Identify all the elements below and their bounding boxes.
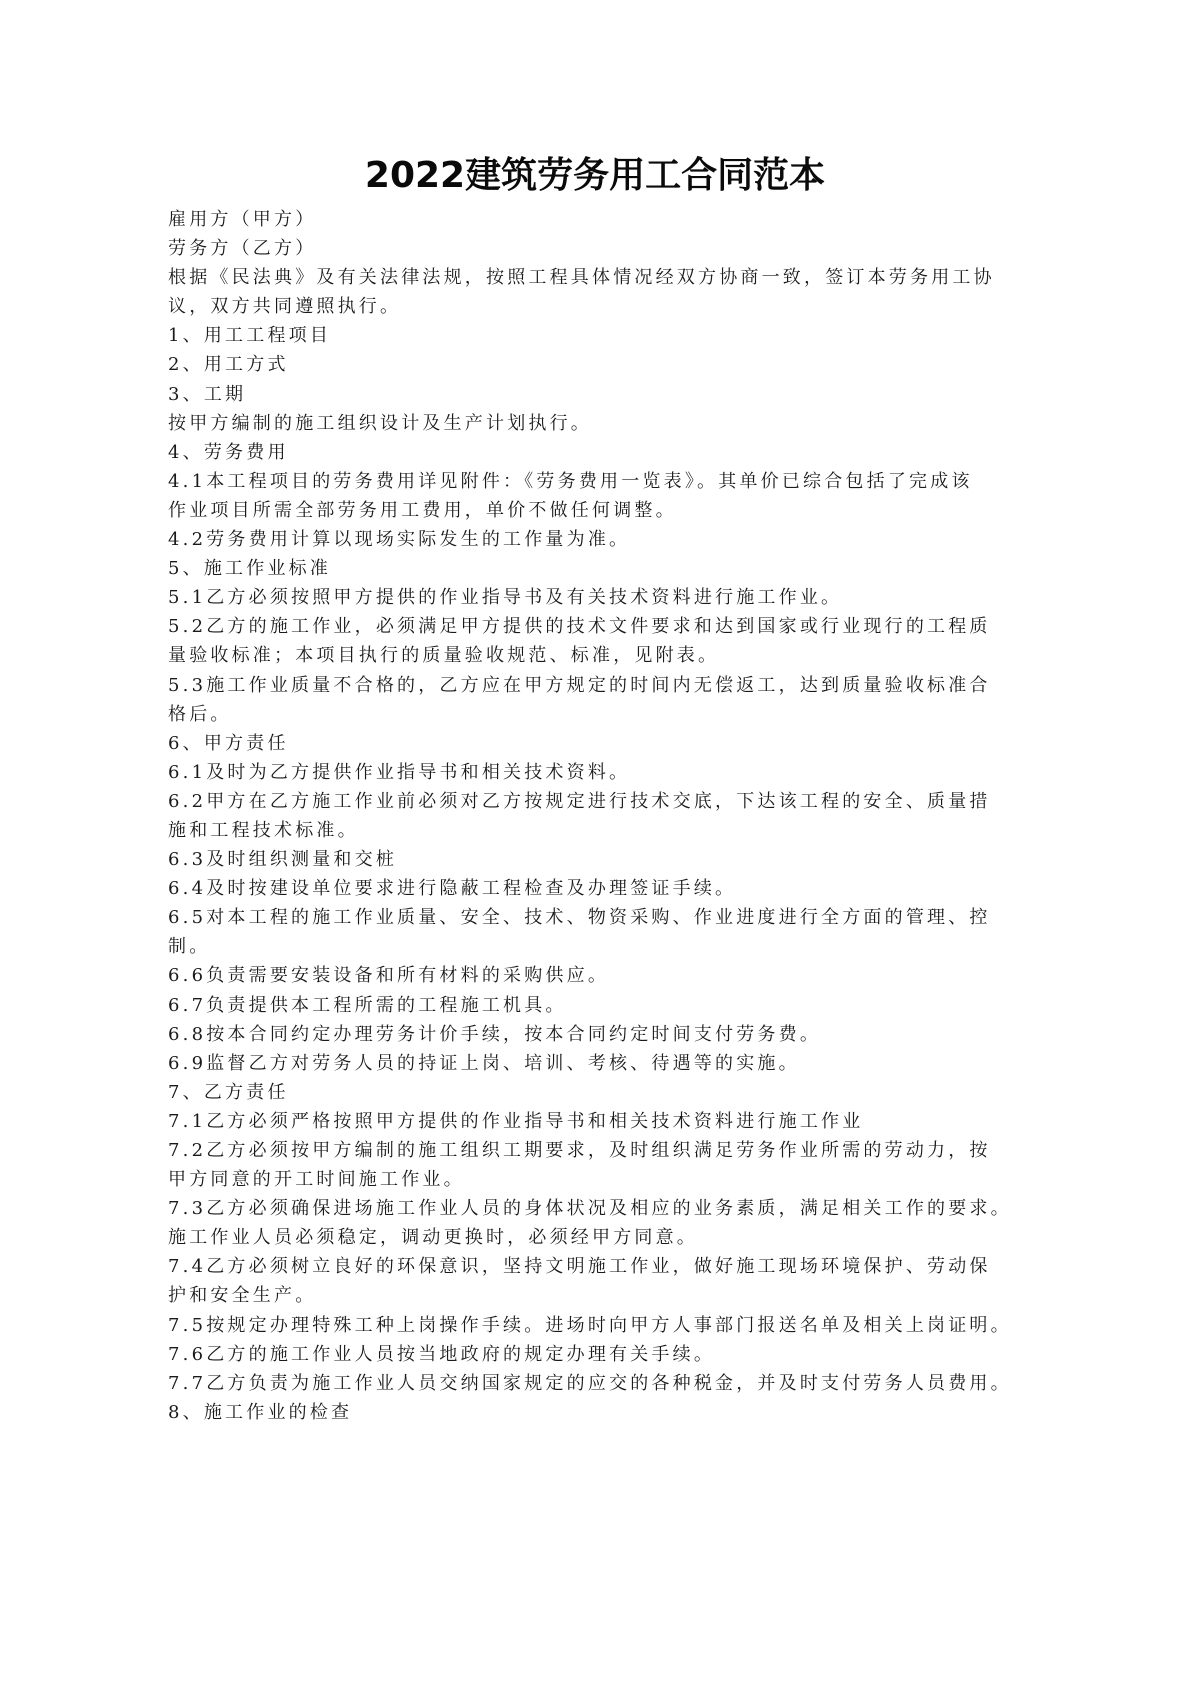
document-title: 2022建筑劳务用工合同范本 — [364, 155, 826, 196]
clause-line: 4.1本工程项目的劳务费用详见附件：《劳务费用一览表》。其单价已综合包括了完成该 — [168, 470, 973, 492]
clause-line: 7.4乙方必须树立良好的环保意识，坚持文明施工作业，做好施工现场环境保护、劳动保 — [168, 1256, 991, 1278]
clause-line: 6.4及时按建设单位要求进行隐蔽工程检查及办理签证手续。 — [168, 878, 737, 900]
clause-line: 7.3乙方必须确保进场施工作业人员的身体状况及相应的业务素质，满足相关工作的要求。 — [168, 1198, 1012, 1220]
clause-line: 6.8按本合同约定办理劳务计价手续，按本合同约定时间支付劳务费。 — [168, 1023, 822, 1045]
clause-line: 量验收标准；本项目执行的质量验收规范、标准，见附表。 — [168, 645, 720, 667]
clause-line: 甲方同意的开工时间施工作业。 — [168, 1169, 465, 1191]
clause-line: 7.6乙方的施工作业人员按当地政府的规定办理有关手续。 — [168, 1343, 716, 1365]
section-heading: 7、乙方责任 — [168, 1081, 289, 1103]
clause-line: 5.3施工作业质量不合格的，乙方应在甲方规定的时间内无偿返工，达到质量验收标准合 — [168, 674, 991, 696]
section-heading: 1、用工工程项目 — [168, 325, 332, 347]
preamble-line: 议，双方共同遵照执行。 — [168, 296, 402, 318]
clause-line: 施和工程技术标准。 — [168, 819, 359, 841]
clause-line: 5.2乙方的施工作业，必须满足甲方提供的技术文件要求和达到国家或行业现行的工程质 — [168, 616, 991, 638]
section-heading: 6、甲方责任 — [168, 732, 289, 754]
clause-line: 6.3及时组织测量和交桩 — [168, 849, 398, 871]
document-body — [168, 205, 1026, 1427]
clause-line: 7.5按规定办理特殊工种上岗操作手续。进场时向甲方人事部门报送名单及相关上岗证明。 — [168, 1314, 1012, 1336]
clause-line: 7.7乙方负责为施工作业人员交纳国家规定的应交的各种税金，并及时支付劳务人员费用。 — [168, 1372, 1012, 1394]
party-b-line: 劳务方（乙方） — [168, 238, 317, 260]
section-heading: 5、施工作业标准 — [168, 558, 332, 580]
clause-line: 6.9监督乙方对劳务人员的持证上岗、培训、考核、待遇等的实施。 — [168, 1052, 800, 1074]
clause-line: 制。 — [168, 936, 211, 958]
clause-line: 格后。 — [168, 703, 232, 725]
section-heading: 3、工期 — [168, 383, 247, 405]
section-heading: 2、用工方式 — [168, 354, 289, 376]
clause-line: 护和安全生产。 — [168, 1285, 317, 1307]
clause-line: 7.1乙方必须严格按照甲方提供的作业指导书和相关技术资料进行施工作业 — [168, 1110, 864, 1132]
clause-line: 4.2劳务费用计算以现场实际发生的工作量为准。 — [168, 529, 631, 551]
section-heading: 8、施工作业的检查 — [168, 1401, 353, 1423]
clause-line: 7.2乙方必须按甲方编制的施工组织工期要求，及时组织满足劳务作业所需的劳动力，按 — [168, 1140, 991, 1161]
clause-line: 作业项目所需全部劳务用工费用，单价不做任何调整。 — [168, 499, 677, 521]
clause-line: 6.1及时为乙方提供作业指导书和相关技术资料。 — [168, 761, 631, 783]
clause-line: 6.7负责提供本工程所需的工程施工机具。 — [168, 994, 567, 1016]
clause-line: 6.6负责需要安装设备和所有材料的采购供应。 — [168, 965, 610, 987]
clause-line: 5.1乙方必须按照甲方提供的作业指导书及有关技术资料进行施工作业。 — [168, 587, 843, 609]
party-a-line: 雇用方（甲方） — [168, 209, 317, 230]
preamble-line: 根据《民法典》及有关法律法规，按照工程具体情况经双方协商一致，签订本劳务用工协 — [168, 267, 995, 289]
clause-line: 6.5对本工程的施工作业质量、安全、技术、物资采购、作业进度进行全方面的管理、控 — [168, 907, 991, 929]
section-heading: 4、劳务费用 — [168, 441, 289, 463]
clause-line: 按甲方编制的施工组织设计及生产计划执行。 — [168, 412, 592, 434]
clause-line: 施工作业人员必须稳定，调动更换时，必须经甲方同意。 — [168, 1227, 698, 1249]
clause-line: 6.2甲方在乙方施工作业前必须对乙方按规定进行技术交底，下达该工程的安全、质量措 — [168, 790, 991, 812]
